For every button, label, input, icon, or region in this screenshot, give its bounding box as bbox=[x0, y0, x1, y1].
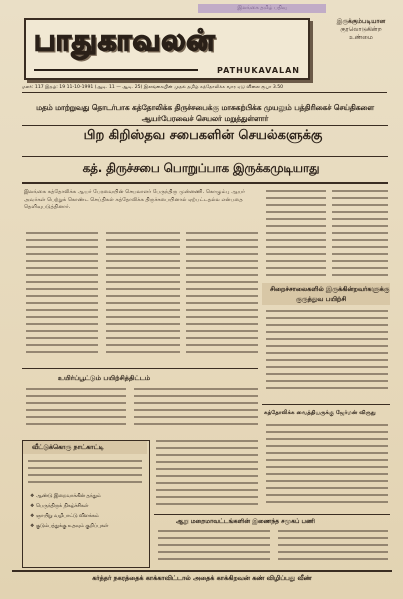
column-3-text bbox=[186, 232, 258, 360]
masthead bbox=[24, 18, 310, 80]
issue-line: மலர்: 117 இதழ்: 19 11-10-1991 (ஆடி. 11 — ஆடி. 25) இலங்கையின் முதல் தமிழ் கத்தோலிக்க வார ஏடு விலை ரூபா 3.50 bbox=[22, 84, 387, 93]
headline-rule-1 bbox=[22, 125, 388, 126]
award-rule bbox=[262, 404, 390, 405]
masthead-rule bbox=[34, 69, 198, 71]
calendar-text bbox=[28, 460, 142, 492]
right-column-text-a bbox=[266, 190, 326, 280]
plan-text-b bbox=[134, 388, 258, 432]
plan-heading: உயிர்ப்பூட்டும் பயிற்சித்திட்டம் bbox=[58, 374, 151, 382]
footer-rule bbox=[12, 570, 392, 572]
headline-kicker: மதம் மாற்றுவது தொடர்பாக கத்தோலிக்க திருச்சபைக்கு மாசுகற்பிக்க முயலும் பத்திரிகைச் செய்திகளை ஆயர்பேரவைச் செயலர் மறுத்துள்ளார் bbox=[36, 103, 374, 123]
masthead-roman-title: PATHUKAVALAN bbox=[216, 66, 300, 75]
headline-main: பிற கிறிஸ்தவ சபைகளின் செயல்களுக்கு bbox=[83, 128, 323, 143]
right-column-text-b bbox=[332, 190, 388, 280]
lead-paragraph: இலங்கை கத்தோலிக்க ஆயர் பேரவையின் செயலாளர் பேருந்திரு முன்னணி. கொழும்பு ஆயர் அவர்கள் பெற்றுக் கொண்ட செய்திகள் கத்தோலிக்க திருச்சபையினால் ஏற்பட்டதல்ல என்பதை தெளிவுபடுத்தினார். bbox=[24, 189, 245, 210]
headline-sub: கத். திருச்சபை பொறுப்பாக இருக்கமுடியாது bbox=[82, 161, 320, 175]
slogan bbox=[322, 18, 400, 42]
prison-heading: சிறைச்சாலைகளில் இருக்கின்றவர்களுக்கு bbox=[270, 285, 390, 293]
column-2-text bbox=[106, 232, 180, 360]
slogan-line-1: இருக்கும்படியான bbox=[336, 18, 386, 25]
award-heading: கத்தோலிக்க வைத்தியருக்கு ஜேர்மன் விருது bbox=[264, 410, 376, 416]
bullet-item: ❖ குடும்பத்துக்கு உதவும் குறிப்புகள் bbox=[30, 524, 109, 529]
award-article-text bbox=[266, 424, 388, 510]
column-1-text bbox=[26, 232, 98, 360]
postal-stamp: இலங்கை தமிழ் பதிவு bbox=[198, 4, 326, 13]
footer-quote: கர்த்தர் நகரத்தைக் காக்காவிட்டால் அதைக் காக்கிறவன் கண் விழிப்பது வீண் bbox=[92, 574, 312, 582]
headline-rule-2 bbox=[22, 156, 388, 157]
masthead-title: பாதுகாவலன் bbox=[34, 23, 216, 57]
calendar-bullets bbox=[30, 492, 146, 532]
middle-continuation-text bbox=[156, 440, 258, 512]
bullet-item: ❖ பெருந்திருக் நிகழ்ச்சிகள் bbox=[30, 504, 89, 509]
prison-article-text bbox=[266, 310, 388, 398]
service-rule bbox=[154, 514, 390, 515]
headline-rule-3 bbox=[22, 182, 388, 184]
prison-subheading: குருத்துவ பயிற்சி bbox=[296, 295, 347, 303]
slogan-line-3: உண்மை bbox=[349, 34, 373, 41]
service-text-b bbox=[278, 530, 388, 568]
bullet-item: ❖ ஞாயிறு வழிபாட்டு விளக்கம் bbox=[30, 514, 99, 519]
plan-rule bbox=[22, 368, 258, 369]
slogan-line-2: குரலொடுகின்ற bbox=[340, 26, 382, 33]
service-heading: ஆறு மறைமாவட்டங்களின் இணைந்த சமூகப் பணி bbox=[176, 518, 315, 525]
service-text-a bbox=[158, 530, 270, 568]
plan-text-a bbox=[26, 388, 126, 432]
bullet-item: ❖ ஆண்டு இறைவாக்கின் தந்தும் bbox=[30, 494, 101, 499]
calendar-heading: வீட்டுக்கொரு நாட்காட்டி bbox=[32, 443, 104, 451]
